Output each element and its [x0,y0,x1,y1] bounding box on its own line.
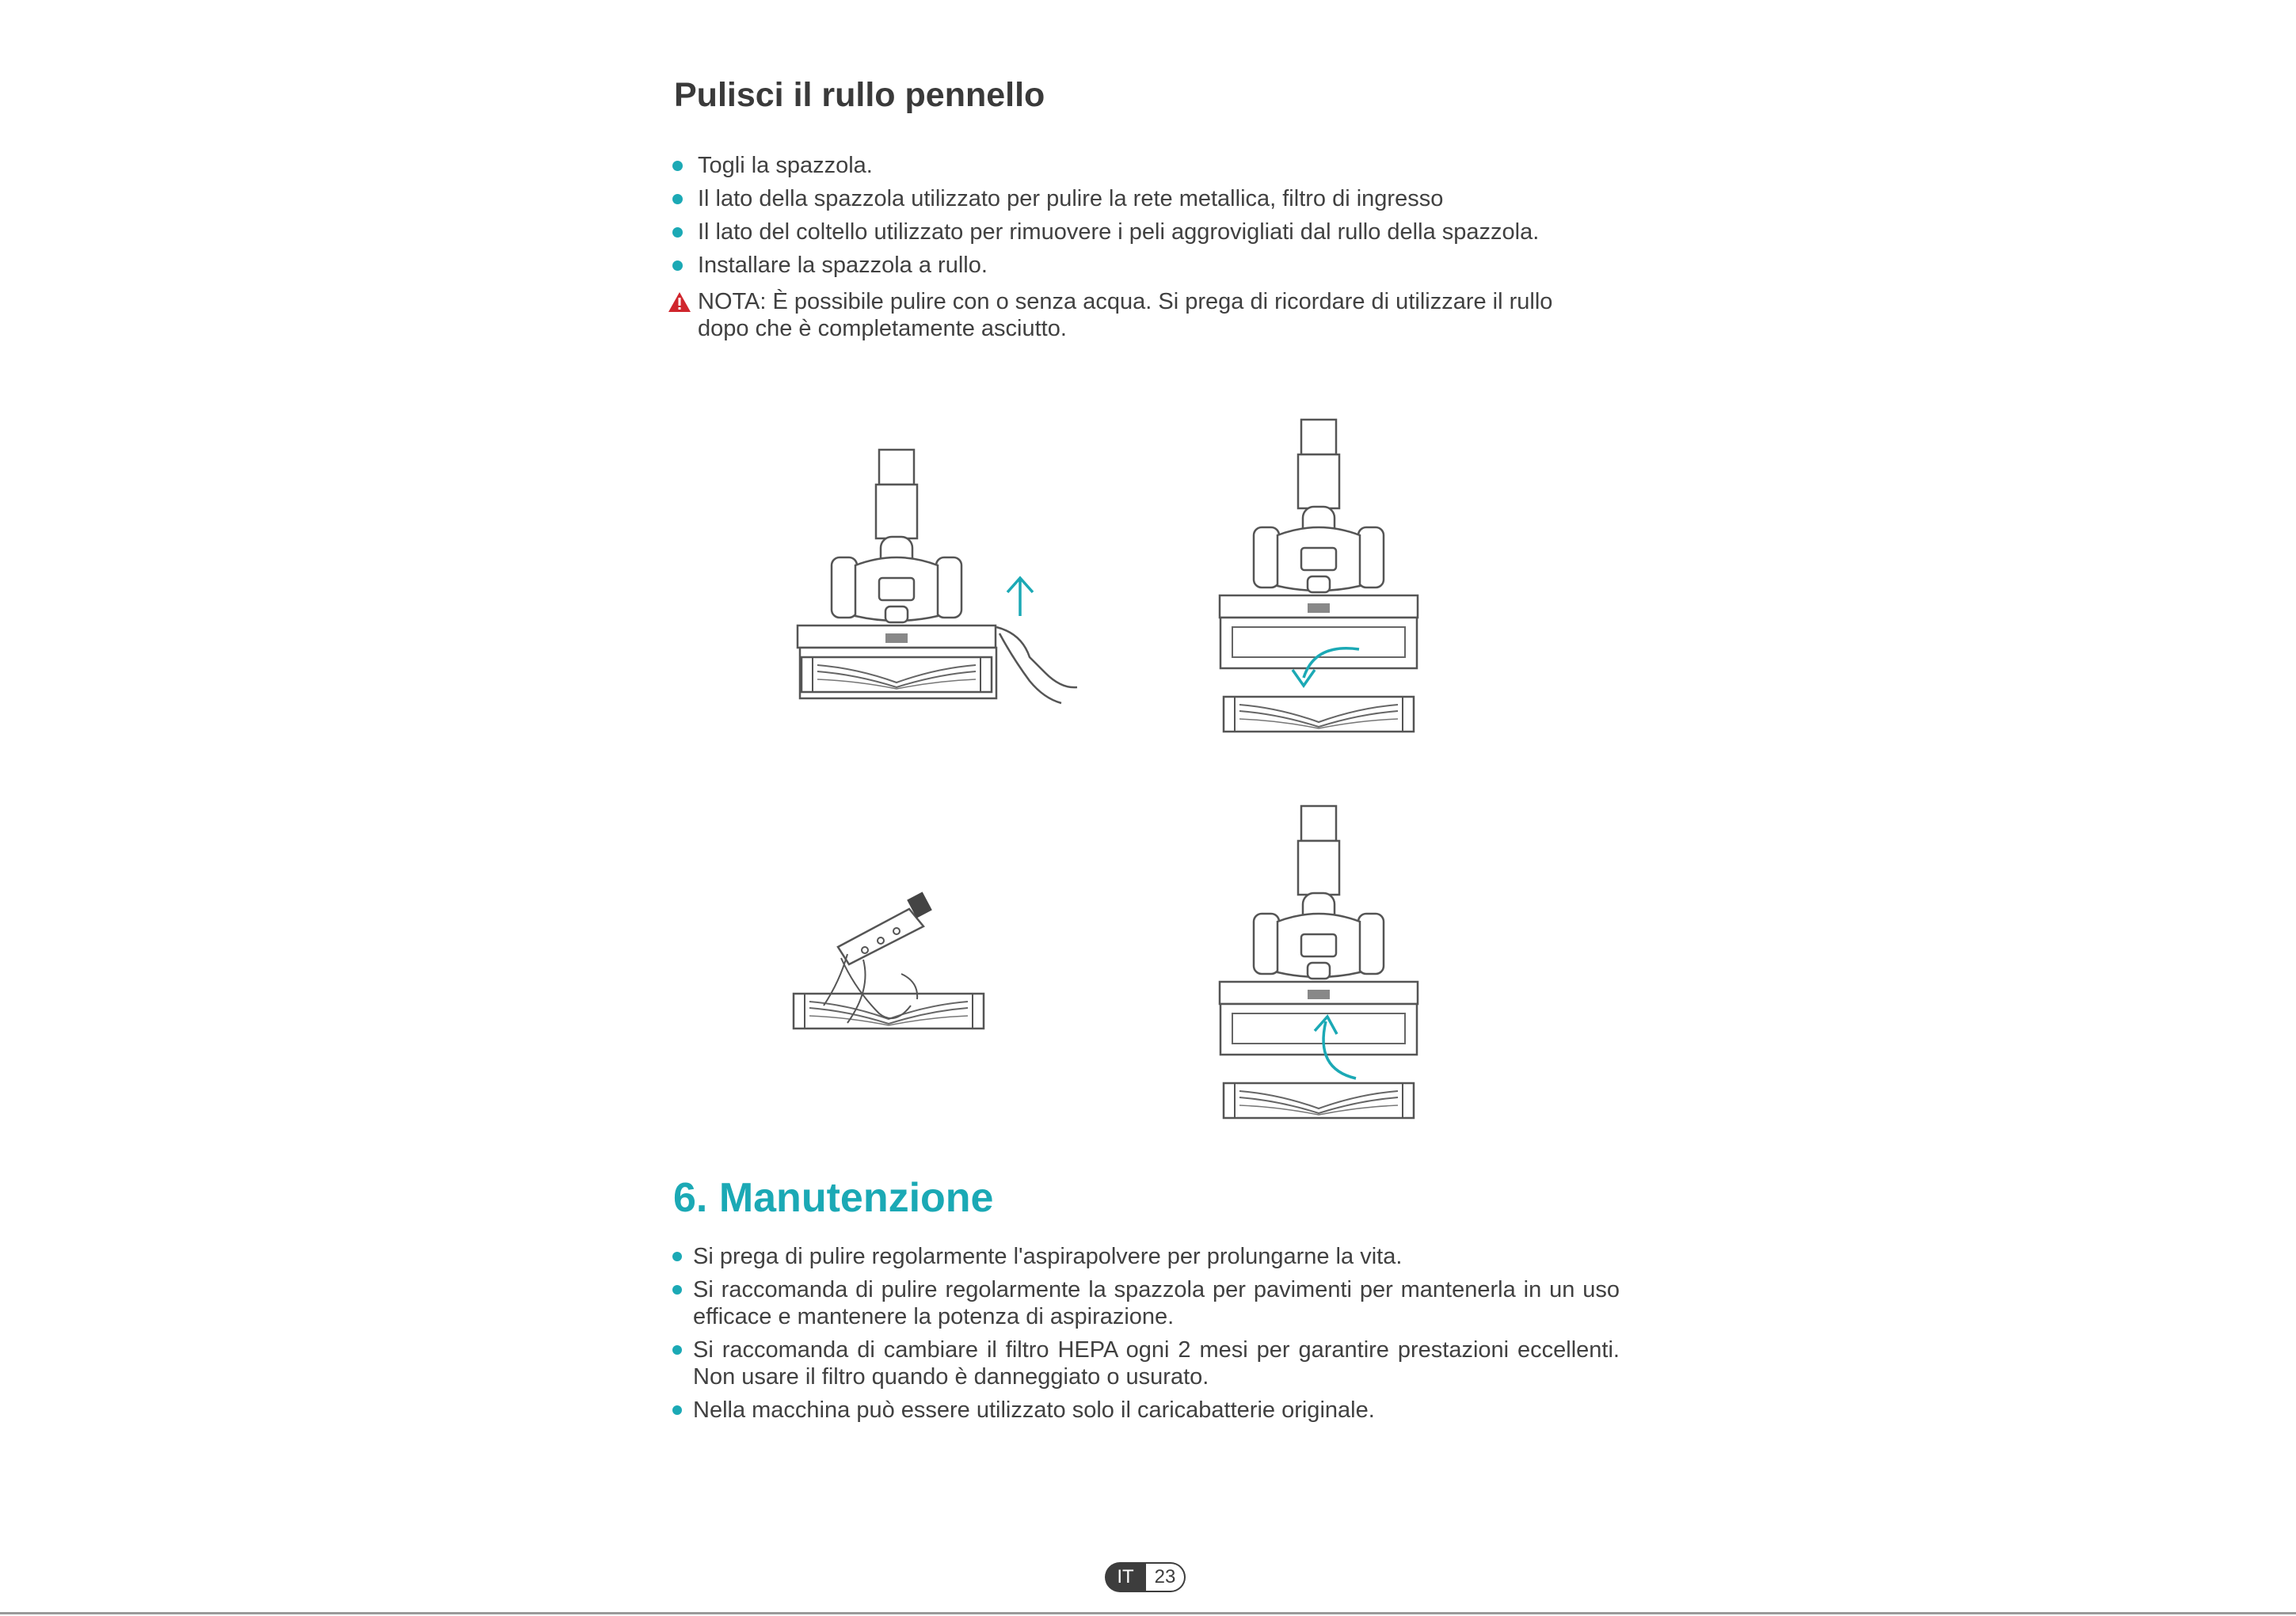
figure-reinstall-roller [1220,806,1418,1118]
list-item: Togli la spazzola. [672,149,1607,182]
figure-cleaning-tool [794,892,984,1029]
bullet-dot [672,1345,682,1355]
note: NOTA: È possibile pulire con o senza acqua. Si prega di ricordare di utilizzare il rullo dopo che è completamente asciutto. [672,288,1607,342]
maintenance-list [672,1243,1620,1430]
list-item: Nella macchina può essere utilizzato solo il caricabatterie originale. [672,1397,1620,1424]
page-number-badge [1105,1562,1187,1592]
list-item: Installare la spazzola a rullo. [672,249,1607,282]
language-label: IT [1105,1562,1146,1592]
figure-roller-removed [1220,420,1418,732]
section-title: Pulisci il rullo pennello [674,76,1045,114]
bottom-border [0,1612,2296,1614]
figure-remove-brush [798,450,1077,703]
list-item: Si raccomanda di cambiare il filtro HEPA ogni 2 mesi per garantire prestazioni eccellenti. Non usare il filtro quando è danneggiato o usurato. [672,1337,1620,1390]
list-item: Si raccomanda di pulire regolarmente la spazzola per pavimenti per mantenerla in un uso efficace e mantenere la potenza di aspirazione. [672,1276,1620,1330]
list-item: Si prega di pulire regolarmente l'aspirapolvere per prolungarne la vita. [672,1243,1620,1270]
list-item: Il lato del coltello utilizzato per rimuovere i peli aggrovigliati dal rullo della spazzola. [672,215,1607,249]
bullet-dot [672,1285,682,1295]
list-item: Il lato della spazzola utilizzato per pulire la rete metallica, filtro di ingresso [672,182,1607,215]
maintenance-title: 6. Manutenzione [673,1175,994,1221]
bullet-dot [672,1405,682,1415]
bullet-dot [672,1252,682,1261]
page-number: 23 [1146,1562,1186,1592]
